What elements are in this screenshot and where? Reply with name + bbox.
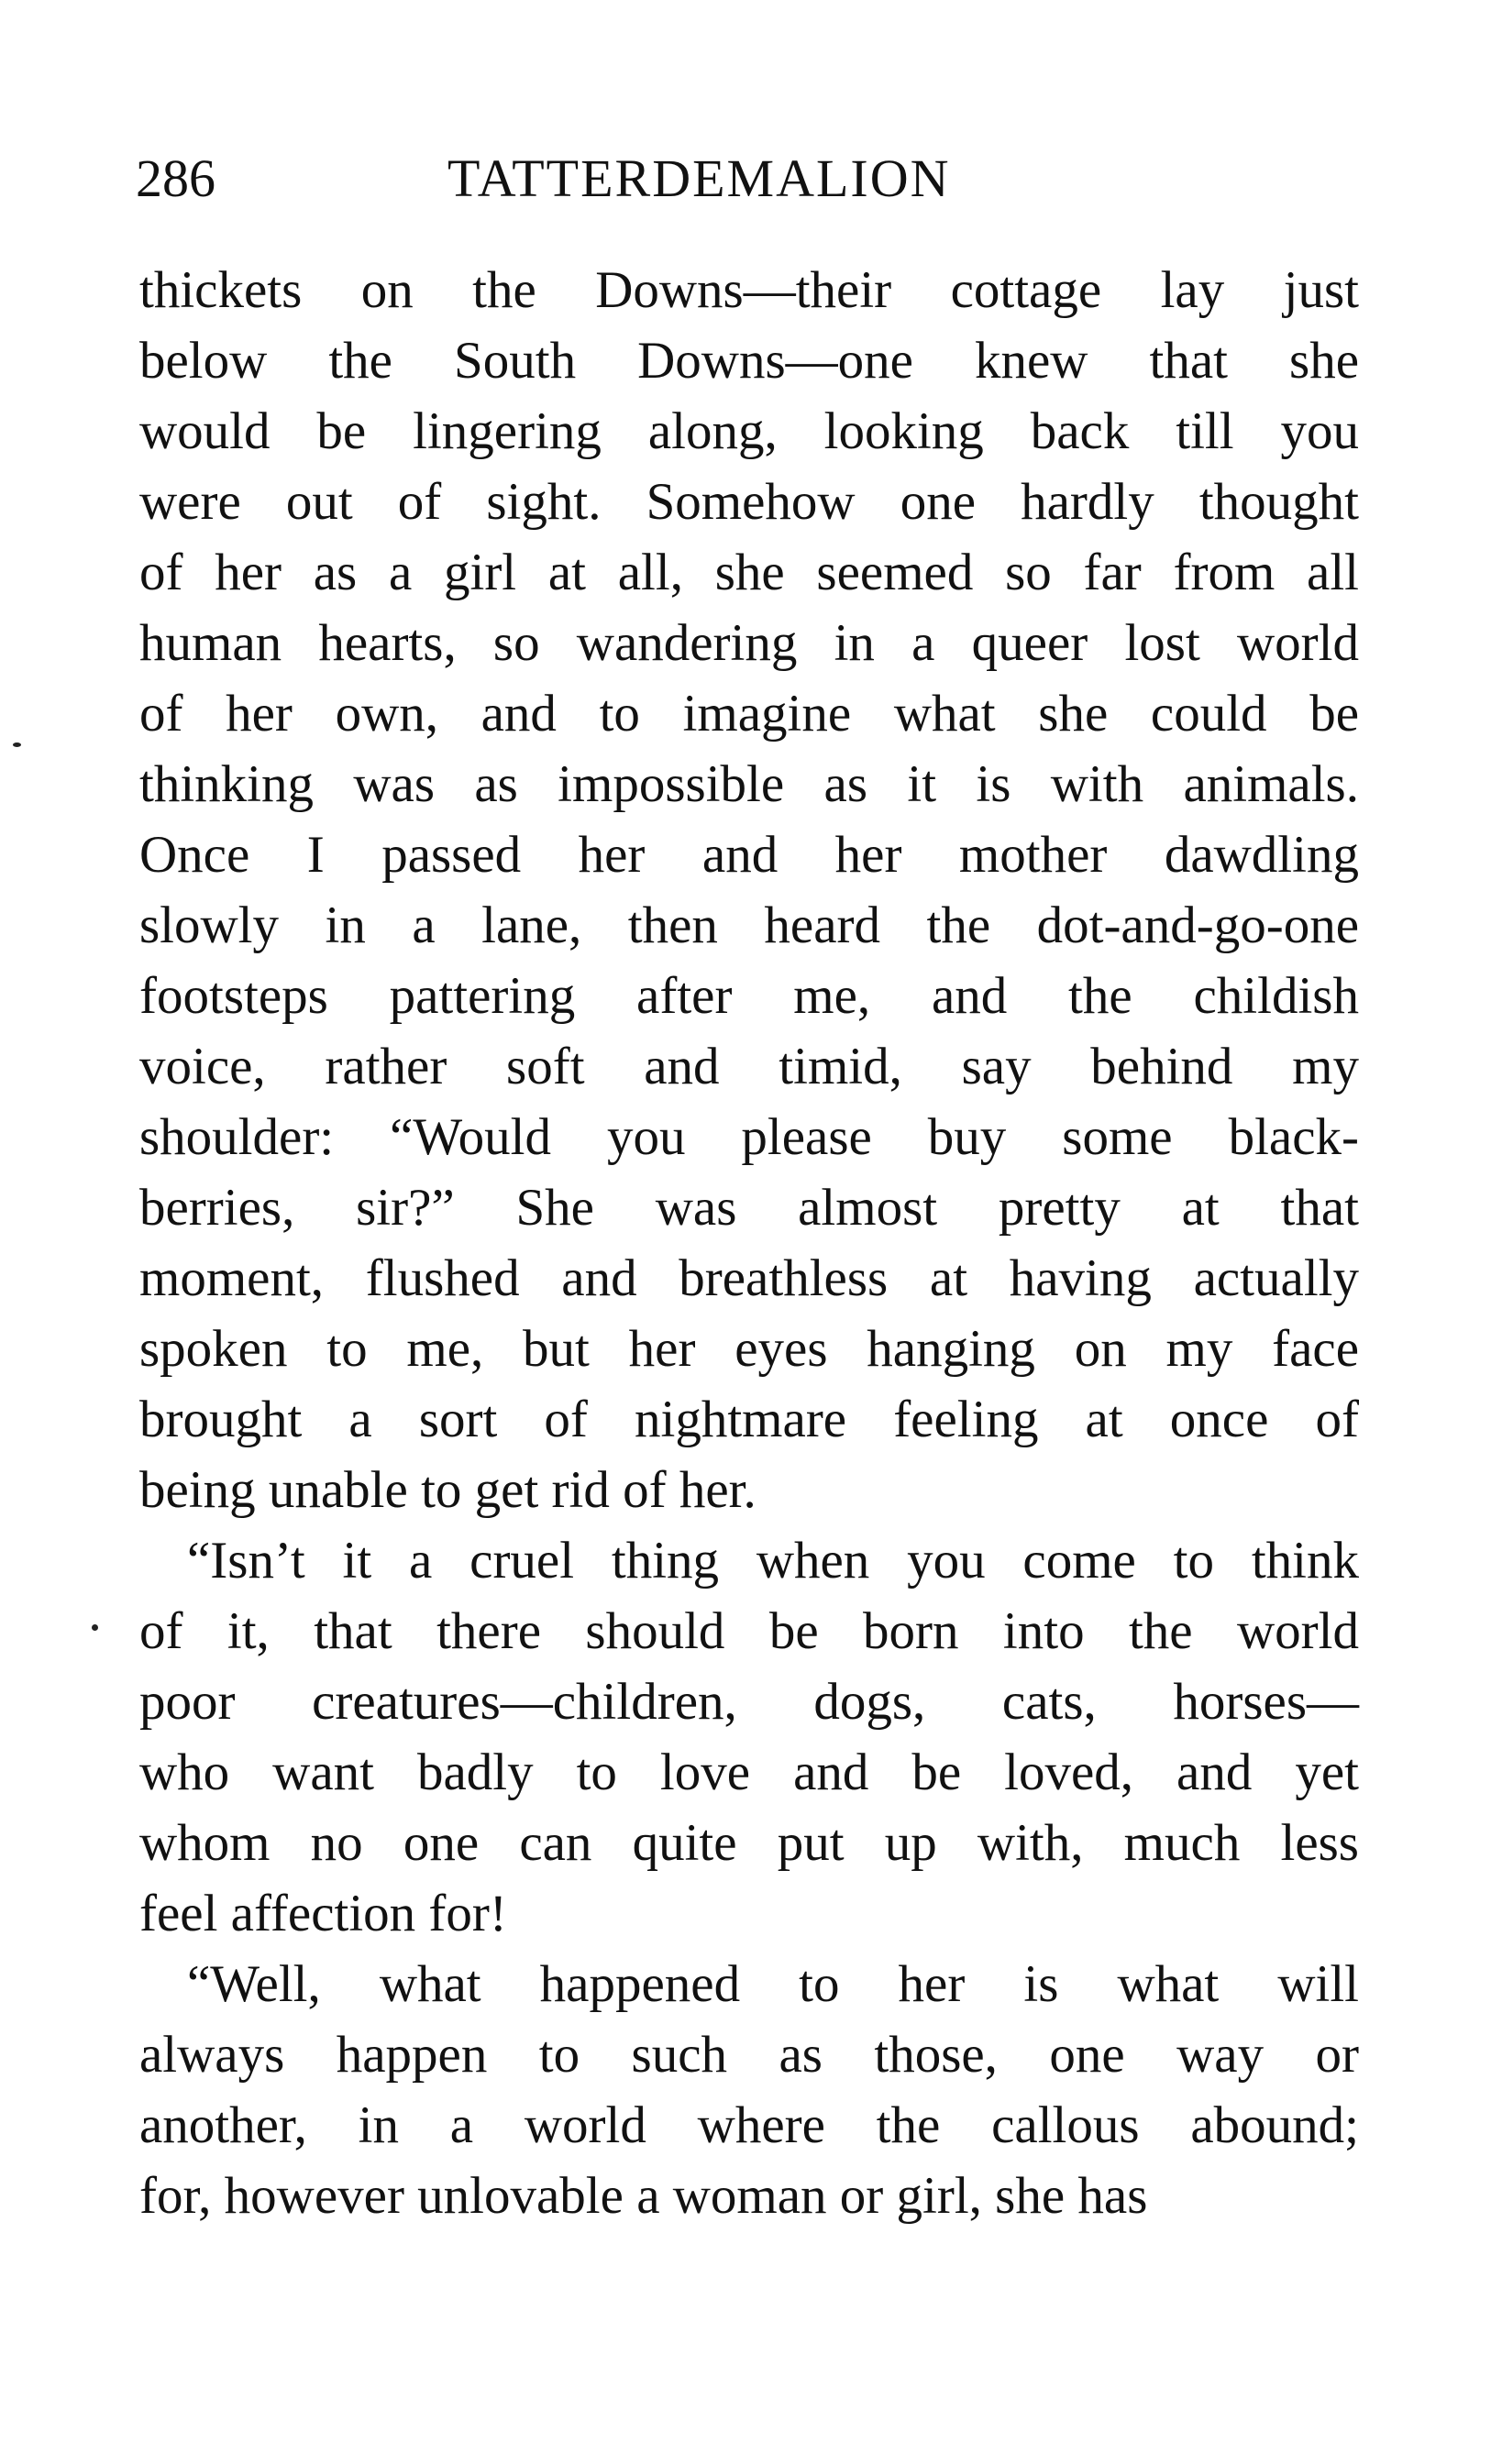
text-line: “Isn’t it a cruel thing when you come to think	[187, 1532, 1359, 1590]
margin-speck	[13, 742, 21, 747]
paragraph	[139, 1525, 1359, 1949]
paragraph	[139, 1949, 1359, 2231]
text-line: poor creatures—children, dogs, cats, horses—	[139, 1673, 1359, 1731]
text-line: thickets on the Downs—their cottage lay just	[139, 261, 1359, 319]
text-line: human hearts, so wandering in a queer lost world	[139, 614, 1359, 672]
text-line: of her own, and to imagine what she could be	[139, 685, 1359, 742]
text-line: who want badly to love and be loved, and yet	[139, 1744, 1359, 1801]
text-line: always happen to such as those, one way or	[139, 2026, 1359, 2084]
text-line: slowly in a lane, then heard the dot-and-go-one	[139, 896, 1359, 954]
text-line: shoulder: “Would you please buy some black-	[139, 1108, 1359, 1166]
page-header	[136, 147, 1355, 211]
text-line: of her as a girl at all, she seemed so far from all	[139, 544, 1359, 601]
text-line: voice, rather soft and timid, say behind my	[139, 1038, 1359, 1095]
text-line: would be lingering along, looking back till you	[139, 402, 1359, 460]
text-line: footsteps pattering after me, and the childish	[139, 967, 1359, 1025]
text-line: of it, that there should be born into the world	[139, 1602, 1359, 1660]
text-line: spoken to me, but her eyes hanging on my face	[139, 1320, 1359, 1378]
text-line: “Well, what happened to her is what will	[187, 1955, 1359, 2013]
text-line: were out of sight. Somehow one hardly thought	[139, 473, 1359, 531]
text-line: for, however unlovable a woman or girl, she has	[139, 2167, 1148, 2225]
margin-speck	[92, 1624, 98, 1631]
text-line: feel affection for!	[139, 1885, 507, 1942]
paragraph	[139, 255, 1359, 1525]
text-line: brought a sort of nightmare feeling at once of	[139, 1391, 1359, 1448]
text-line: being unable to get rid of her.	[139, 1461, 757, 1519]
text-line: berries, sir?” She was almost pretty at that	[139, 1179, 1359, 1237]
running-title: TATTERDEMALION	[447, 148, 951, 208]
text-line: whom no one can quite put up with, much less	[139, 1814, 1359, 1872]
text-line: thinking was as impossible as it is with animals.	[139, 755, 1359, 813]
text-line: another, in a world where the callous abound;	[139, 2096, 1359, 2154]
text-line: moment, flushed and breathless at having actually	[139, 1249, 1359, 1307]
text-line: below the South Downs—one knew that she	[139, 332, 1359, 390]
text-line: Once I passed her and her mother dawdling	[139, 826, 1359, 884]
body-text	[139, 255, 1359, 2231]
page-number: 286	[136, 148, 215, 208]
